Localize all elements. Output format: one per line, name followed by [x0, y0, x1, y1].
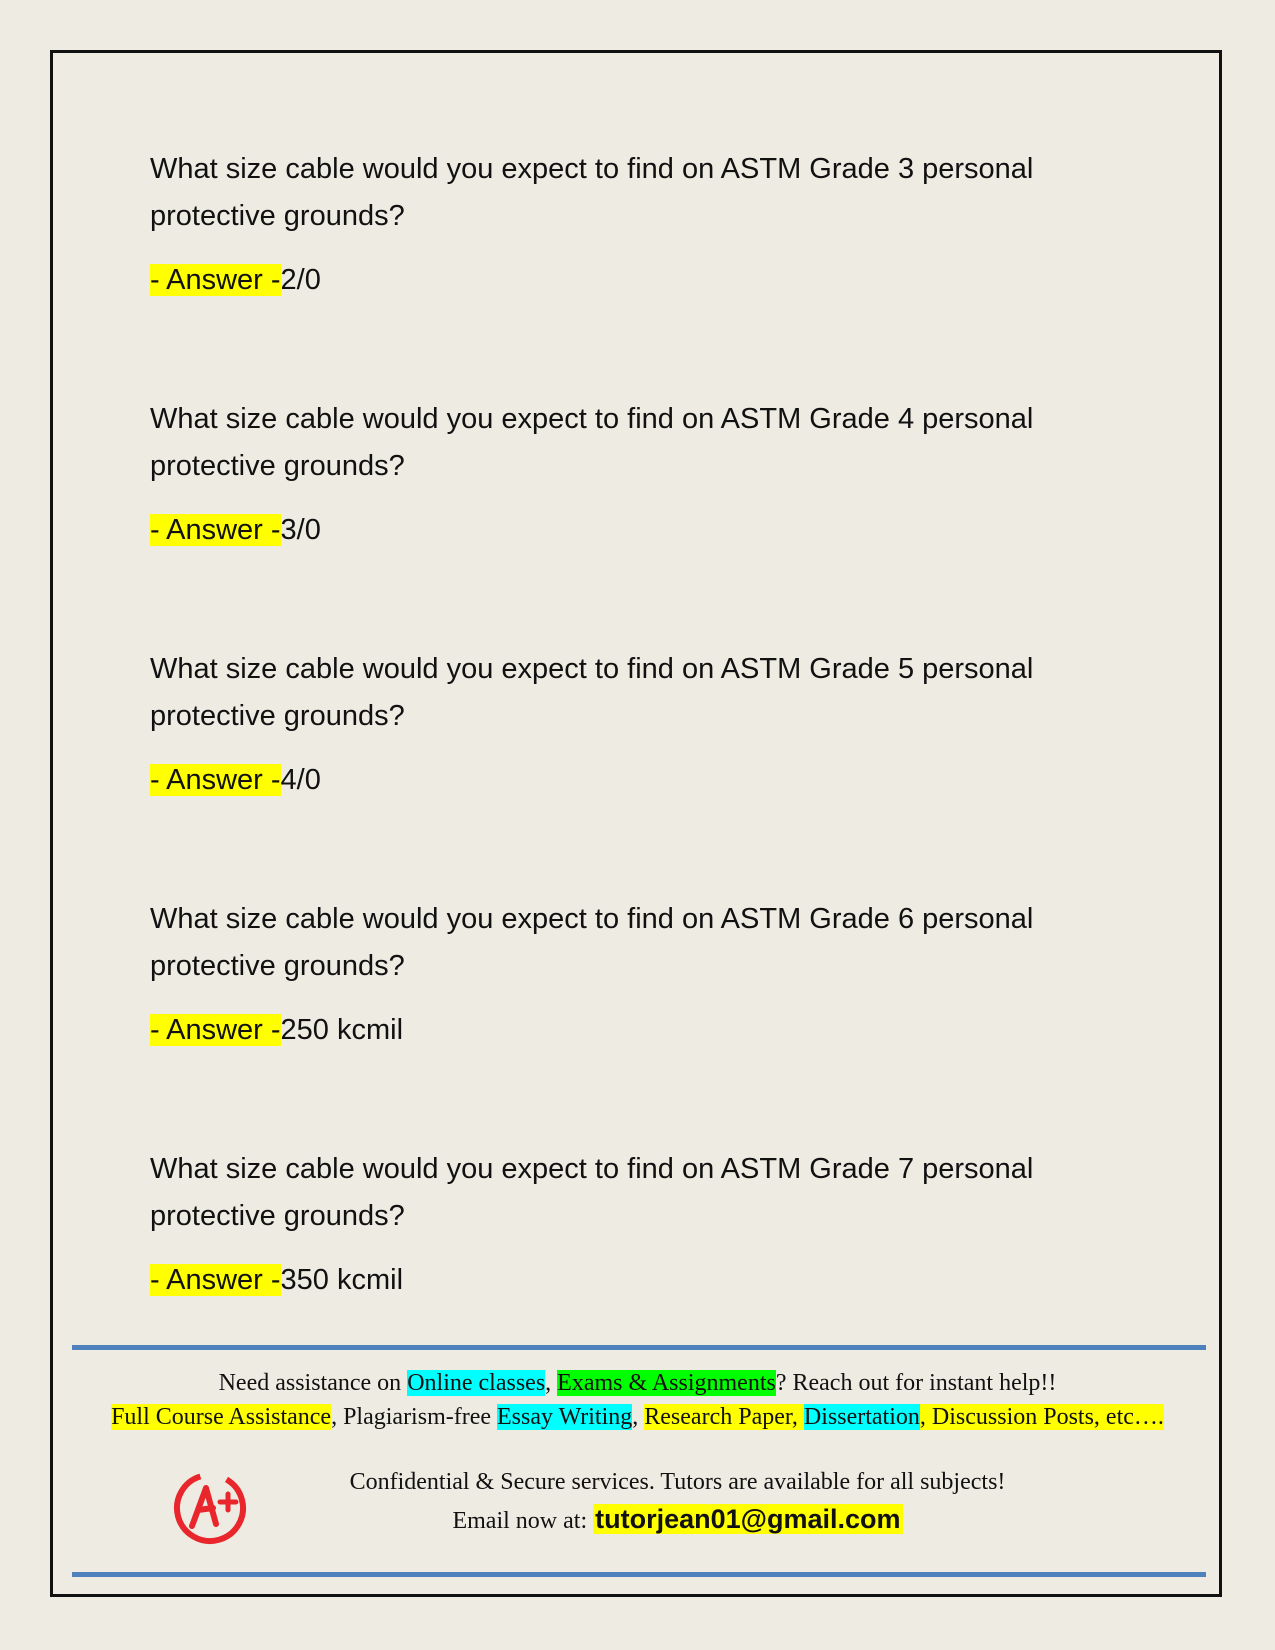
answer-value: 250 kcmil	[280, 1014, 404, 1046]
dissertation-highlight: Dissertation	[803, 1404, 920, 1430]
answer-line	[150, 1010, 1110, 1050]
answer-line	[150, 260, 1110, 300]
promo-text: ? Reach out for instant help!!	[775, 1370, 1057, 1396]
answer-label: - Answer -	[150, 764, 281, 796]
online-classes-highlight: Online classes	[407, 1370, 546, 1396]
essay-writing-highlight: Essay Writing	[497, 1404, 633, 1430]
qa-item-1	[150, 146, 1110, 300]
answer-label: - Answer -	[150, 514, 281, 546]
question-text: What size cable would you expect to find on ASTM Grade 5 personal protective grounds?	[150, 653, 1034, 732]
answer-label: - Answer -	[150, 1014, 281, 1046]
answer-line	[150, 1260, 1110, 1300]
promo-line-1	[0, 1366, 1275, 1400]
answer-label: - Answer -	[150, 264, 281, 296]
answer-value: 350 kcmil	[280, 1264, 404, 1296]
promo-separator: ,	[545, 1370, 558, 1396]
answer-line	[150, 510, 1110, 550]
research-paper-highlight: Research Paper,	[644, 1404, 804, 1430]
question-text: What size cable would you expect to find on ASTM Grade 6 personal protective grounds?	[150, 903, 1034, 982]
answer-line	[150, 760, 1110, 800]
answer-label: - Answer -	[150, 1264, 281, 1296]
answer-value: 4/0	[280, 764, 321, 796]
promo-text: , Plagiarism-free	[331, 1404, 498, 1430]
promo-line-3: Confidential & Secure services. Tutors are available for all subjects!	[349, 1469, 1006, 1495]
question-text: What size cable would you expect to find on ASTM Grade 7 personal protective grounds?	[150, 1153, 1034, 1232]
email-line	[40, 1500, 1275, 1540]
question-text: What size cable would you expect to find on ASTM Grade 3 personal protective grounds?	[150, 153, 1034, 232]
promo-line-2	[0, 1400, 1275, 1434]
footer-top-rule	[72, 1345, 1206, 1350]
answer-value: 2/0	[280, 264, 321, 296]
full-course-highlight: Full Course Assistance	[111, 1404, 332, 1430]
footer-bottom-rule	[72, 1572, 1206, 1577]
discussion-posts-highlight: , Discussion Posts, etc….	[919, 1404, 1164, 1430]
qa-item-2	[150, 396, 1110, 550]
email-link[interactable]: tutorjean01@gmail.com	[595, 1504, 901, 1534]
answer-value: 3/0	[280, 514, 321, 546]
qa-item-4	[150, 896, 1110, 1050]
promo-separator: ,	[632, 1404, 645, 1430]
qa-item-5	[150, 1146, 1110, 1300]
qa-item-3	[150, 646, 1110, 800]
promo-text: Need assistance on	[218, 1370, 408, 1396]
email-label: Email now at:	[452, 1508, 594, 1534]
exams-assignments-highlight: Exams & Assignments	[557, 1370, 776, 1396]
question-text: What size cable would you expect to find on ASTM Grade 4 personal protective grounds?	[150, 403, 1034, 482]
